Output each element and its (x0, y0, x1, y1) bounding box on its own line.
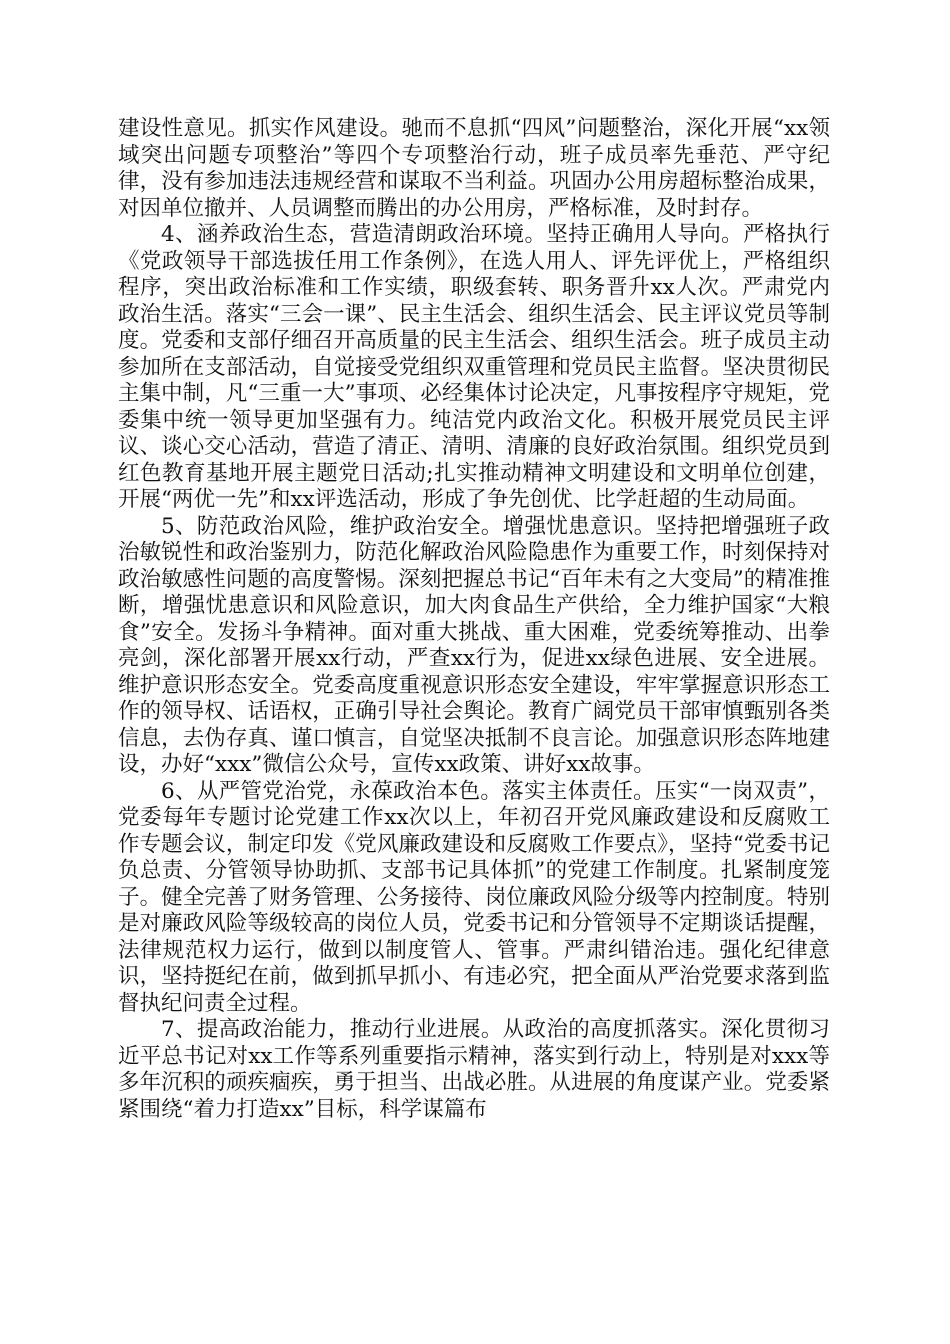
paragraph-3: 5、防范政治风险，维护政治安全。增强忧患意识。坚持把增强班子政治敏锐性和政治鉴别力，防范化解政治风险隐患作为重要工作，时刻保持对政治敏感性问题的高度警惕。深刻把握总书记“百年未有之大变局”的精准推断，增强忧患意识和风险意识，加大肉食品生产供给，全力维护国家“大粮食”安全。发扬斗争精神。面对重大挑战、重大困难，党委统筹推动、出拳亮剑，深化部署开展xx行动，严查xx行为，促进xx绿色进展、安全进展。维护意识形态安全。党委高度重视意识形态安全建设，牢牢掌握意识形态工作的领导权、话语权，正确引导社会舆论。教育广阔党员干部审慎甄别各类信息，去伪存真、谨口慎言，自觉坚决抵制不良言论。加强意识形态阵地建设，办好“xxx”微信公众号，宣传xx政策、讲好xx故事。 (118, 513, 830, 777)
document-body (118, 116, 830, 1123)
paragraph-2: 4、涵养政治生态，营造清朗政治环境。坚持正确用人导向。严格执行《党政领导干部选拔任用工作条例》，在选人用人、评先评优上，严格组织程序，突出政治标准和工作实绩，职级套转、职务晋升xx人次。严肃党内政治生活。落实“三会一课”、民主生活会、组织生活会、民主评议党员等制度。党委和支部仔细召开高质量的民主生活会、组织生活会。班子成员主动参加所在支部活动，自觉接受党组织双重管理和党员民主监督。坚决贯彻民主集中制，凡“三重一大”事项、必经集体讨论决定，凡事按程序守规矩，党委集中统一领导更加坚强有力。纯洁党内政治文化。积极开展党员民主评议、谈心交心活动，营造了清正、清明、清廉的良好政治氛围。组织党员到红色教育基地开展主题党日活动;扎实推动精神文明建设和文明单位创建，开展“两优一先”和xx评选活动，形成了争先创优、比学赶超的生动局面。 (118, 222, 830, 512)
paragraph-1: 建设性意见。抓实作风建设。驰而不息抓“四风”问题整治，深化开展“xx领域突出问题专项整治”等四个专项整治行动，班子成员率先垂范、严守纪律，没有参加违法违规经营和谋取不当利益。巩固办公用房超标整治成果，对因单位撤并、人员调整而腾出的办公用房，严格标准，及时封存。 (118, 116, 830, 221)
paragraph-4: 6、从严管党治党，永葆政治本色。落实主体责任。压实“一岗双责”，党委每年专题讨论党建工作xx次以上，年初召开党风廉政建设和反腐败工作专题会议，制定印发《党风廉政建设和反腐败工作要点》，坚持“党委书记负总责、分管领导协助抓、支部书记具体抓”的党建工作制度。扎紧制度笼子。健全完善了财务管理、公务接待、岗位廉政风险分级等内控制度。特别是对廉政风险等级较高的岗位人员，党委书记和分管领导不定期谈话提醒，法律规范权力运行，做到以制度管人、管事。严肃纠错治违。强化纪律意识，坚持挺纪在前，做到抓早抓小、有违必究，把全面从严治党要求落到监督执纪问责全过程。 (118, 778, 830, 1016)
paragraph-5: 7、提高政治能力，推动行业进展。从政治的高度抓落实。深化贯彻习近平总书记对xx工作等系列重要指示精神，落实到行动上，特别是对xxx等多年沉积的顽疾痼疾，勇于担当、出战必胜。从进展的角度谋产业。党委紧紧围绕“着力打造xx”目标，科学谋篇布 (118, 1017, 830, 1122)
